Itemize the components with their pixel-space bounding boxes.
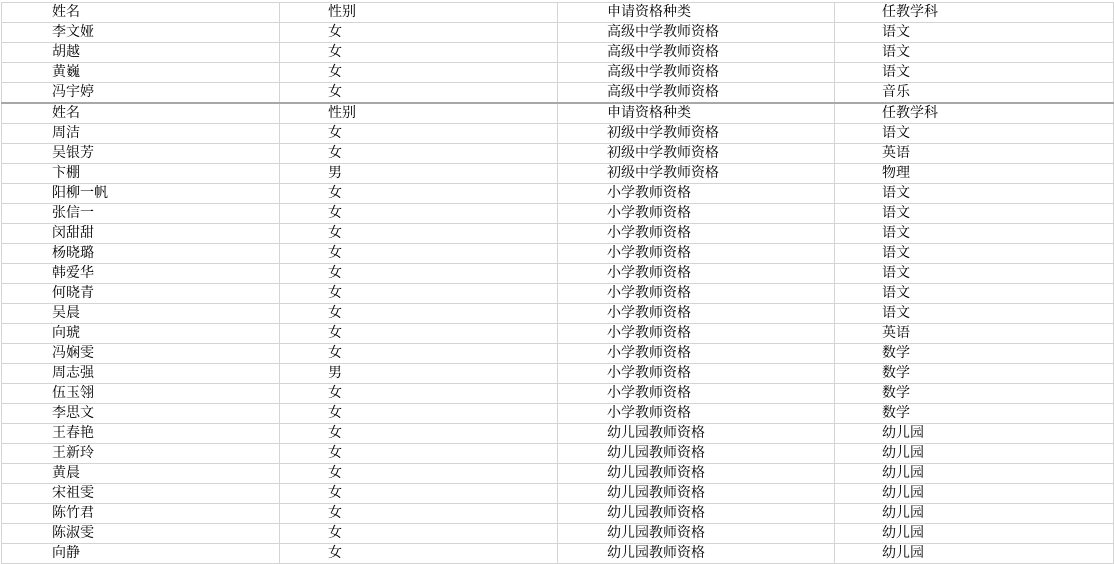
table-row	[2, 184, 1114, 204]
gender-cell[interactable]: 男	[280, 164, 558, 184]
gender-cell[interactable]: 女	[280, 304, 558, 324]
qualification-type-cell[interactable]: 高级中学教师资格	[558, 23, 835, 43]
gender-cell[interactable]: 女	[280, 43, 558, 63]
name-cell[interactable]: 胡越	[2, 43, 280, 63]
qualification-type-cell[interactable]: 小学教师资格	[558, 304, 835, 324]
name-cell[interactable]: 黄晨	[2, 464, 280, 484]
name-cell[interactable]: 伍玉翎	[2, 384, 280, 404]
table-row	[2, 384, 1114, 404]
table-row	[2, 43, 1114, 63]
name-cell[interactable]: 闵甜甜	[2, 224, 280, 244]
qualification-type-cell[interactable]: 小学教师资格	[558, 184, 835, 204]
subject-cell[interactable]: 语文	[835, 43, 1114, 63]
column-header[interactable]: 姓名	[2, 3, 280, 23]
subject-cell[interactable]: 数学	[835, 404, 1114, 424]
subject-cell[interactable]: 语文	[835, 63, 1114, 83]
gender-cell[interactable]: 女	[280, 204, 558, 224]
gender-cell[interactable]: 女	[280, 23, 558, 43]
gender-cell[interactable]: 女	[280, 424, 558, 444]
table-row	[2, 504, 1114, 524]
gender-cell[interactable]: 女	[280, 184, 558, 204]
subject-cell[interactable]: 幼儿园	[835, 424, 1114, 444]
table-header-row	[2, 103, 1114, 124]
table-row	[2, 204, 1114, 224]
subject-cell[interactable]: 音乐	[835, 83, 1114, 104]
table-row	[2, 344, 1114, 364]
qualification-type-cell[interactable]: 小学教师资格	[558, 404, 835, 424]
name-cell[interactable]: 阳柳一帆	[2, 184, 280, 204]
table-row	[2, 264, 1114, 284]
subject-cell[interactable]: 数学	[835, 344, 1114, 364]
qualification-type-cell[interactable]: 小学教师资格	[558, 244, 835, 264]
name-cell[interactable]: 宋祖雯	[2, 484, 280, 504]
teacher-qualification-table	[1, 2, 1114, 564]
subject-cell[interactable]: 幼儿园	[835, 524, 1114, 544]
name-cell[interactable]: 黄巍	[2, 63, 280, 83]
subject-cell[interactable]: 物理	[835, 164, 1114, 184]
table-row	[2, 83, 1114, 104]
gender-cell[interactable]: 女	[280, 464, 558, 484]
table-row	[2, 164, 1114, 184]
table-row	[2, 404, 1114, 424]
column-header[interactable]: 性别	[280, 3, 558, 23]
qualification-type-cell[interactable]: 高级中学教师资格	[558, 83, 835, 104]
name-cell[interactable]: 周洁	[2, 124, 280, 144]
name-cell[interactable]: 李思文	[2, 404, 280, 424]
name-cell[interactable]: 陈淑雯	[2, 524, 280, 544]
name-cell[interactable]: 杨晓璐	[2, 244, 280, 264]
subject-cell[interactable]: 语文	[835, 284, 1114, 304]
name-cell[interactable]: 吴银芳	[2, 144, 280, 164]
qualification-type-cell[interactable]: 小学教师资格	[558, 284, 835, 304]
subject-cell[interactable]: 语文	[835, 244, 1114, 264]
qualification-type-cell[interactable]: 高级中学教师资格	[558, 63, 835, 83]
subject-cell[interactable]: 语文	[835, 23, 1114, 43]
table-header-row	[2, 3, 1114, 23]
subject-cell[interactable]: 语文	[835, 264, 1114, 284]
table-row	[2, 524, 1114, 544]
qualification-type-cell[interactable]: 幼儿园教师资格	[558, 484, 835, 504]
gender-cell[interactable]: 女	[280, 384, 558, 404]
name-cell[interactable]: 向琥	[2, 324, 280, 344]
gender-cell[interactable]: 女	[280, 83, 558, 104]
name-cell[interactable]: 卞棚	[2, 164, 280, 184]
qualification-type-cell[interactable]: 初级中学教师资格	[558, 124, 835, 144]
subject-cell[interactable]: 英语	[835, 324, 1114, 344]
qualification-type-cell[interactable]: 幼儿园教师资格	[558, 444, 835, 464]
gender-cell[interactable]: 女	[280, 63, 558, 83]
name-cell[interactable]: 冯娴雯	[2, 344, 280, 364]
table-row	[2, 144, 1114, 164]
qualification-type-cell[interactable]: 小学教师资格	[558, 384, 835, 404]
table-row	[2, 544, 1114, 564]
subject-cell[interactable]: 英语	[835, 144, 1114, 164]
table-row	[2, 324, 1114, 344]
table-row	[2, 124, 1114, 144]
qualification-type-cell[interactable]: 小学教师资格	[558, 324, 835, 344]
gender-cell[interactable]: 女	[280, 284, 558, 304]
subject-cell[interactable]: 语文	[835, 184, 1114, 204]
gender-cell[interactable]: 女	[280, 224, 558, 244]
gender-cell[interactable]: 女	[280, 524, 558, 544]
gender-cell[interactable]: 女	[280, 444, 558, 464]
subject-cell[interactable]: 语文	[835, 224, 1114, 244]
name-cell[interactable]: 何晓青	[2, 284, 280, 304]
gender-cell[interactable]: 女	[280, 544, 558, 564]
qualification-type-cell[interactable]: 幼儿园教师资格	[558, 544, 835, 564]
subject-cell[interactable]: 幼儿园	[835, 484, 1114, 504]
subject-cell[interactable]: 语文	[835, 304, 1114, 324]
table-row	[2, 364, 1114, 384]
column-header[interactable]: 性别	[280, 103, 558, 124]
table-body	[2, 3, 1114, 564]
name-cell[interactable]: 吴晨	[2, 304, 280, 324]
subject-cell[interactable]: 幼儿园	[835, 504, 1114, 524]
name-cell[interactable]: 韩爱华	[2, 264, 280, 284]
gender-cell[interactable]: 男	[280, 364, 558, 384]
subject-cell[interactable]: 语文	[835, 204, 1114, 224]
table-row	[2, 444, 1114, 464]
table-row	[2, 464, 1114, 484]
subject-cell[interactable]: 语文	[835, 124, 1114, 144]
column-header[interactable]: 申请资格种类	[558, 3, 835, 23]
qualification-type-cell[interactable]: 小学教师资格	[558, 344, 835, 364]
name-cell[interactable]: 王新玲	[2, 444, 280, 464]
name-cell[interactable]: 向静	[2, 544, 280, 564]
name-cell[interactable]: 王春艳	[2, 424, 280, 444]
gender-cell[interactable]: 女	[280, 124, 558, 144]
subject-cell[interactable]: 数学	[835, 384, 1114, 404]
table-row	[2, 484, 1114, 504]
gender-cell[interactable]: 女	[280, 344, 558, 364]
qualification-type-cell[interactable]: 幼儿园教师资格	[558, 464, 835, 484]
qualification-type-cell[interactable]: 小学教师资格	[558, 364, 835, 384]
subject-cell[interactable]: 幼儿园	[835, 464, 1114, 484]
qualification-type-cell[interactable]: 幼儿园教师资格	[558, 524, 835, 544]
table-row	[2, 284, 1114, 304]
name-cell[interactable]: 周志强	[2, 364, 280, 384]
column-header[interactable]: 任教学科	[835, 103, 1114, 124]
table-row	[2, 304, 1114, 324]
qualification-type-cell[interactable]: 小学教师资格	[558, 264, 835, 284]
qualification-type-cell[interactable]: 高级中学教师资格	[558, 43, 835, 63]
name-cell[interactable]: 陈竹君	[2, 504, 280, 524]
column-header[interactable]: 任教学科	[835, 3, 1114, 23]
subject-cell[interactable]: 幼儿园	[835, 444, 1114, 464]
subject-cell[interactable]: 数学	[835, 364, 1114, 384]
gender-cell[interactable]: 女	[280, 244, 558, 264]
qualification-type-cell[interactable]: 初级中学教师资格	[558, 164, 835, 184]
gender-cell[interactable]: 女	[280, 484, 558, 504]
table-row	[2, 23, 1114, 43]
name-cell[interactable]: 李文娅	[2, 23, 280, 43]
name-cell[interactable]: 冯宇婷	[2, 83, 280, 104]
column-header[interactable]: 申请资格种类	[558, 103, 835, 124]
table-row	[2, 424, 1114, 444]
gender-cell[interactable]: 女	[280, 404, 558, 424]
gender-cell[interactable]: 女	[280, 264, 558, 284]
gender-cell[interactable]: 女	[280, 324, 558, 344]
table-row	[2, 224, 1114, 244]
name-cell[interactable]: 张信一	[2, 204, 280, 224]
qualification-type-cell[interactable]: 幼儿园教师资格	[558, 504, 835, 524]
qualification-type-cell[interactable]: 小学教师资格	[558, 204, 835, 224]
gender-cell[interactable]: 女	[280, 504, 558, 524]
subject-cell[interactable]: 幼儿园	[835, 544, 1114, 564]
gender-cell[interactable]: 女	[280, 144, 558, 164]
table-row	[2, 244, 1114, 264]
column-header[interactable]: 姓名	[2, 103, 280, 124]
table-row	[2, 63, 1114, 83]
qualification-type-cell[interactable]: 初级中学教师资格	[558, 144, 835, 164]
qualification-type-cell[interactable]: 幼儿园教师资格	[558, 424, 835, 444]
qualification-type-cell[interactable]: 小学教师资格	[558, 224, 835, 244]
